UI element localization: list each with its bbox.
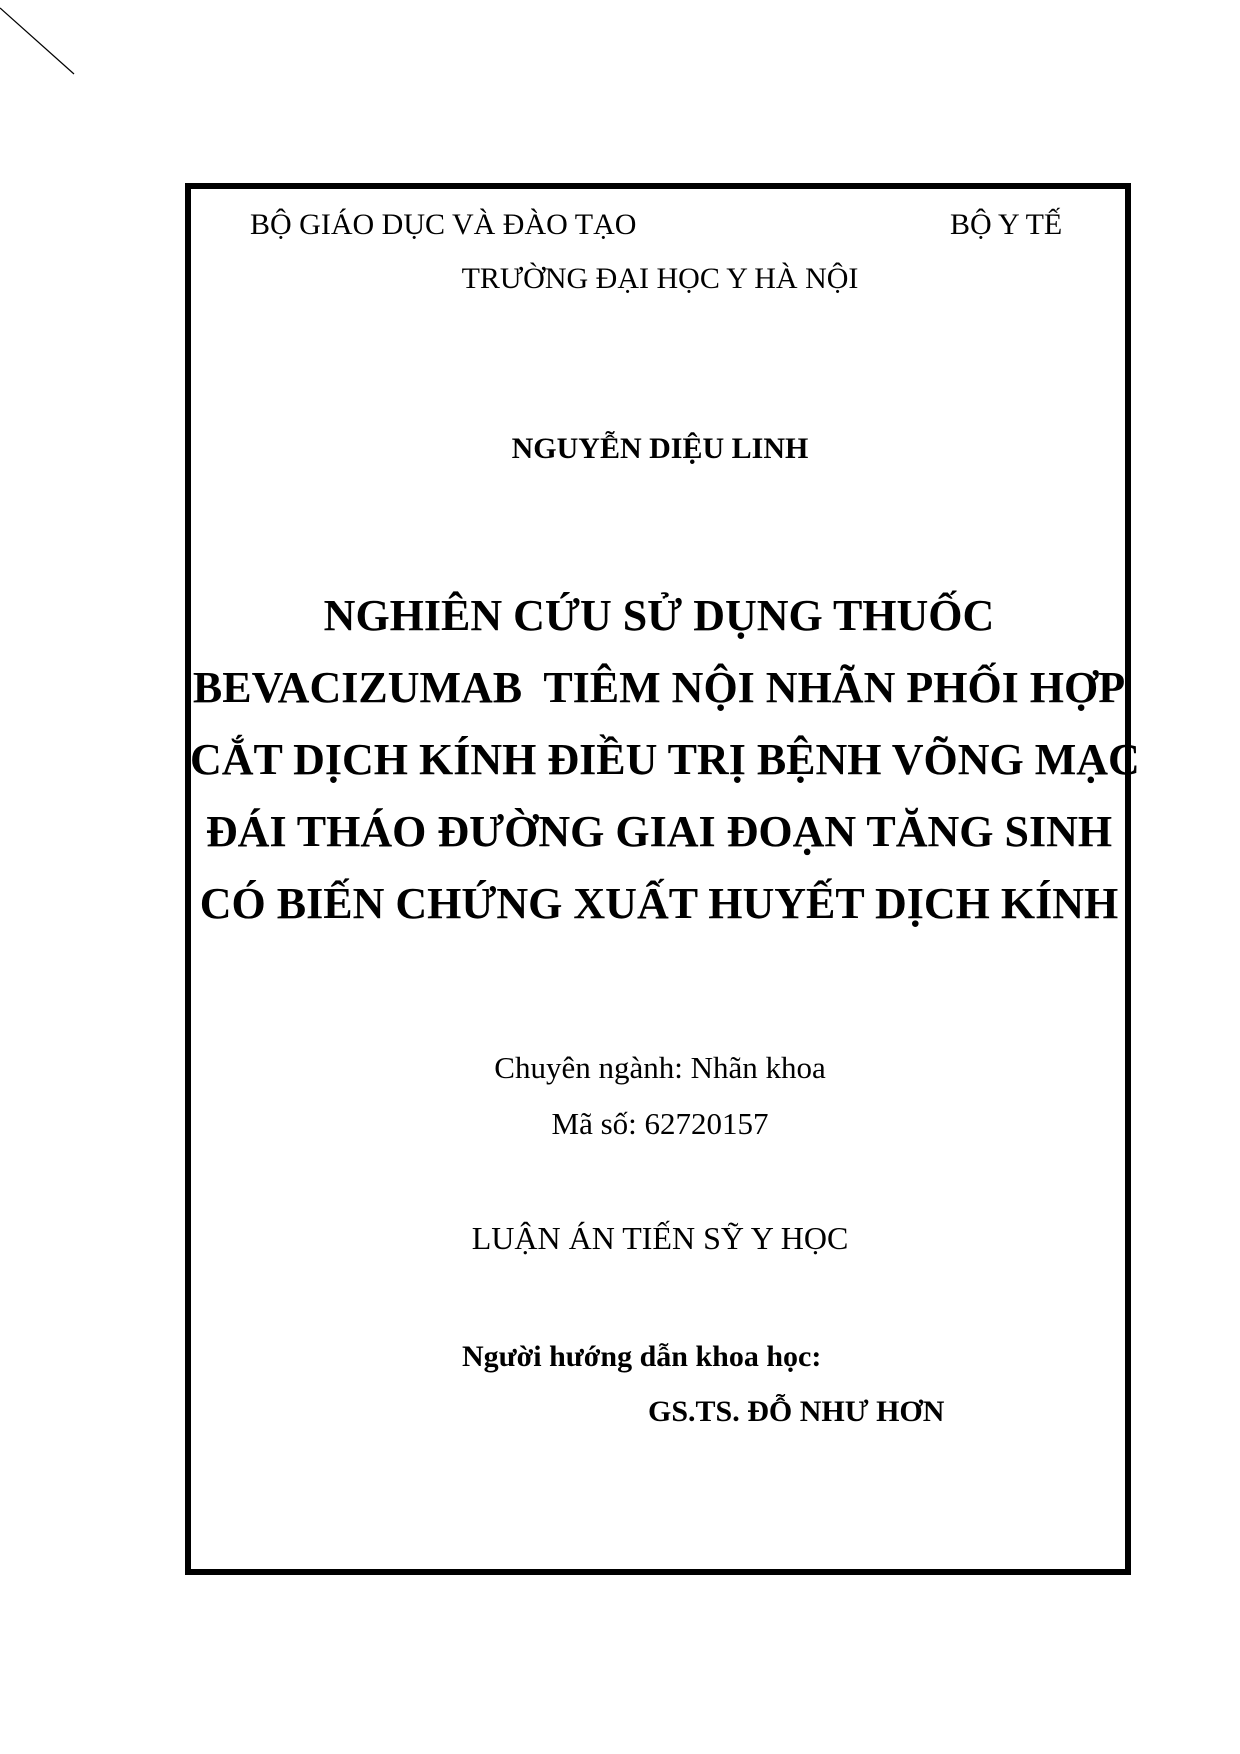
title-line: BEVACIZUMAB TIÊM NỘI NHÃN PHỐI HỢP <box>192 663 1126 712</box>
title-line: CÓ BIẾN CHỨNG XUẤT HUYẾT DỊCH KÍNH <box>199 879 1119 928</box>
specialty-code: Mã số: 62720157 <box>551 1106 769 1141</box>
title-line: CẮT DỊCH KÍNH ĐIỀU TRỊ BỆNH VÕNG MẠC <box>190 735 1140 784</box>
specialty: Chuyên ngành: Nhãn khoa <box>494 1050 826 1085</box>
corner-fold-line <box>0 0 80 80</box>
title-line: NGHIÊN CỨU SỬ DỤNG THUỐC <box>323 591 995 640</box>
advisor-label: Người hướng dẫn khoa học: <box>462 1340 822 1373</box>
title-line: ĐÁI THÁO ĐƯỜNG GIAI ĐOẠN TĂNG SINH <box>205 807 1113 856</box>
degree-type: LUẬN ÁN TIẾN SỸ Y HỌC <box>471 1220 849 1256</box>
advisor-name: GS.TS. ĐỖ NHƯ HƠN <box>648 1395 945 1428</box>
ministry-of-education: BỘ GIÁO DỤC VÀ ĐÀO TẠO <box>250 208 637 241</box>
ministry-of-health: BỘ Y TẾ <box>950 208 1063 241</box>
thesis-title <box>190 580 1140 940</box>
university-name: TRƯỜNG ĐẠI HỌC Y HÀ NỘI <box>461 262 859 295</box>
author-name: NGUYỄN DIỆU LINH <box>511 432 809 465</box>
